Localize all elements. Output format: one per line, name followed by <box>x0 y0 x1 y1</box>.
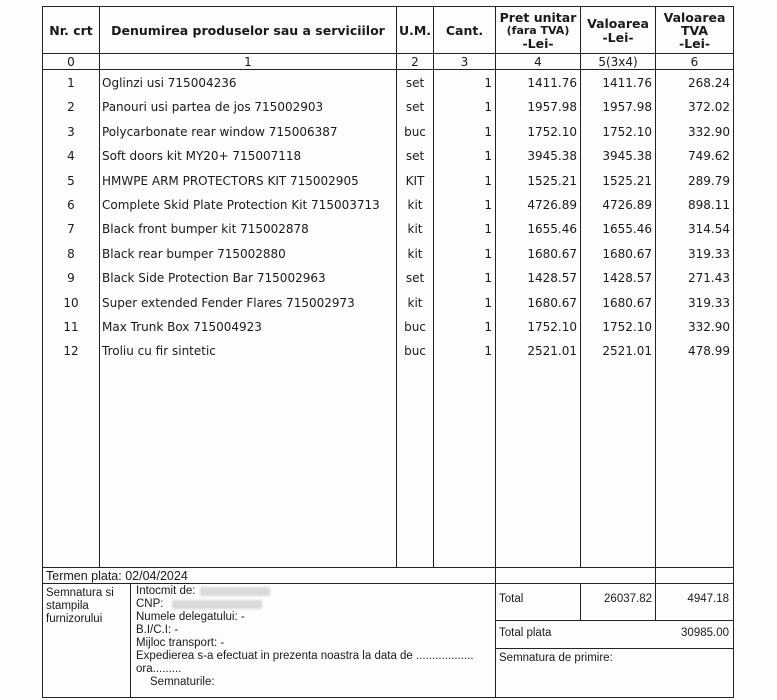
header-pret-line2: (fara TVA) <box>506 24 570 37</box>
header-tva-line2: TVA <box>680 23 709 38</box>
row-price: 2521.01 <box>527 344 577 358</box>
table-body-end <box>42 567 734 568</box>
header-valoare-line2: -Lei- <box>602 30 634 45</box>
row-qty: 1 <box>484 198 492 212</box>
semnatura-furnizor-line2: stampila <box>46 600 89 612</box>
row-um: set <box>405 100 425 114</box>
row-nr: 2 <box>67 100 75 114</box>
col-line-3 <box>433 6 434 568</box>
row-price: 1411.76 <box>527 76 577 90</box>
row-vat: 271.43 <box>688 271 730 285</box>
ora: ora......... <box>136 663 182 675</box>
semnatura-furnizor-line1: Semnatura si <box>46 587 114 599</box>
row-name: Panouri usi partea de jos 715002903 <box>102 100 324 114</box>
redacted-name <box>200 587 270 596</box>
footer-col-line-a <box>130 583 131 698</box>
col-line-6 <box>655 6 656 621</box>
semnatura-furnizor-line3: furnizorului <box>46 613 103 625</box>
row-nr: 5 <box>67 174 75 188</box>
colnum-5: 5(3x4) <box>598 55 638 69</box>
row-name: HMWPE ARM PROTECTORS KIT 715002905 <box>102 174 359 188</box>
row-vat: 289.79 <box>688 174 730 188</box>
row-qty: 1 <box>484 344 492 358</box>
row-price: 3945.38 <box>527 149 577 163</box>
row-value: 1411.76 <box>602 76 652 90</box>
row-qty: 1 <box>484 222 492 236</box>
row-qty: 1 <box>484 320 492 334</box>
numele-delegatului: Numele delegatului: - <box>136 611 245 623</box>
row-price: 1655.46 <box>527 222 577 236</box>
row-qty: 1 <box>484 100 492 114</box>
row-price: 1525.21 <box>527 174 577 188</box>
row-price: 1752.10 <box>527 125 577 139</box>
cnp: CNP: <box>136 598 164 610</box>
footer-row-line-1 <box>495 620 734 621</box>
row-name: Oglinzi usi 715004236 <box>102 76 237 90</box>
row-qty: 1 <box>484 125 492 139</box>
row-qty: 1 <box>484 296 492 310</box>
row-value: 1428.57 <box>602 271 652 285</box>
header-pret-line1: Pret unitar <box>499 10 577 25</box>
row-vat: 478.99 <box>688 344 730 358</box>
row-name: Polycarbonate rear window 715006387 <box>102 125 338 139</box>
total-label: Total <box>499 593 524 605</box>
row-vat: 268.24 <box>688 76 730 90</box>
colnum-0: 0 <box>67 55 75 69</box>
row-um: set <box>405 76 425 90</box>
row-um: kit <box>407 198 423 212</box>
row-name: Complete Skid Plate Protection Kit 715003713 <box>102 198 380 212</box>
row-nr: 7 <box>67 222 75 236</box>
row-name: Black Side Protection Bar 715002963 <box>102 271 326 285</box>
row-name: Soft doors kit MY20+ 715007118 <box>102 149 302 163</box>
col-line-5 <box>580 6 581 568</box>
row-vat: 898.11 <box>688 198 730 212</box>
col-line-1 <box>99 6 100 568</box>
row-price: 4726.89 <box>527 198 577 212</box>
row-nr: 12 <box>63 344 79 358</box>
row-um: kit <box>407 296 423 310</box>
row-um: set <box>405 149 425 163</box>
row-vat: 332.90 <box>688 125 730 139</box>
row-um: kit <box>407 222 423 236</box>
total-value: 26037.82 <box>604 593 652 605</box>
row-price: 1752.10 <box>527 320 577 334</box>
row-value: 1680.67 <box>602 247 652 261</box>
row-price: 1680.67 <box>527 296 577 310</box>
row-um: buc <box>404 320 426 334</box>
header-um: U.M. <box>398 23 432 38</box>
row-nr: 11 <box>63 320 79 334</box>
header-cant: Cant. <box>445 23 484 38</box>
row-value: 1655.46 <box>602 222 652 236</box>
row-vat: 319.33 <box>688 247 730 261</box>
colnum-divider <box>42 69 734 70</box>
row-price: 1957.98 <box>527 100 577 114</box>
row-nr: 10 <box>63 296 79 310</box>
row-name: Black front bumper kit 715002878 <box>102 222 309 236</box>
row-name: Troliu cu fir sintetic <box>102 344 216 358</box>
row-um: buc <box>404 125 426 139</box>
row-value: 3945.38 <box>602 149 652 163</box>
row-value: 1525.21 <box>602 174 652 188</box>
expedierea: Expedierea s-a efectuat in prezenta noastra la data de .................. <box>136 650 474 662</box>
header-divider <box>42 53 734 54</box>
row-value: 1680.67 <box>602 296 652 310</box>
row-nr: 6 <box>67 198 75 212</box>
header-denumire: Denumirea produselor sau a serviciilor <box>111 23 385 38</box>
total-plata-value: 30985.00 <box>681 627 729 639</box>
redacted-cnp <box>172 600 262 609</box>
semnaturile: Semnaturile: <box>150 676 215 688</box>
colnum-1: 1 <box>244 55 252 69</box>
row-um: buc <box>404 344 426 358</box>
footer-divider <box>42 583 734 584</box>
colnum-3: 3 <box>460 55 469 69</box>
header-tva-line1: Valoarea <box>663 10 726 25</box>
row-vat: 314.54 <box>688 222 730 236</box>
row-um: set <box>405 271 425 285</box>
row-nr: 4 <box>67 149 75 163</box>
semnatura-primire: Semnatura de primire: <box>499 652 613 664</box>
colnum-4: 4 <box>534 55 542 69</box>
header-nr-crt: Nr. crt <box>49 23 93 38</box>
row-price: 1428.57 <box>527 271 577 285</box>
row-value: 1752.10 <box>602 320 652 334</box>
row-name: Super extended Fender Flares 715002973 <box>102 296 355 310</box>
row-qty: 1 <box>484 247 492 261</box>
col-line-2 <box>396 6 397 568</box>
row-vat: 372.02 <box>688 100 730 114</box>
row-qty: 1 <box>484 149 492 163</box>
intocmit-de: Intocmit de: <box>136 585 196 597</box>
row-vat: 749.62 <box>688 149 730 163</box>
row-um: kit <box>407 247 423 261</box>
header-tva-line3: -Lei- <box>678 36 711 51</box>
table-border-bottom <box>42 697 734 698</box>
bi-ci: B.I/C.I: - <box>136 624 179 636</box>
row-value: 1957.98 <box>602 100 652 114</box>
row-nr: 8 <box>67 247 75 261</box>
row-qty: 1 <box>484 174 492 188</box>
row-um: KIT <box>405 174 425 188</box>
row-qty: 1 <box>484 76 492 90</box>
row-value: 2521.01 <box>602 344 652 358</box>
row-name: Max Trunk Box 715004923 <box>102 320 262 334</box>
header-valoare-line1: Valoarea <box>587 16 649 31</box>
header-pret-line3: -Lei- <box>522 36 554 51</box>
row-name: Black rear bumper 715002880 <box>102 247 286 261</box>
row-nr: 3 <box>67 125 75 139</box>
total-plata-label: Total plata <box>499 627 552 639</box>
table-border-top <box>42 6 734 7</box>
row-vat: 319.33 <box>688 296 730 310</box>
row-nr: 1 <box>67 76 75 90</box>
row-value: 4726.89 <box>602 198 652 212</box>
footer-row-line-2 <box>495 648 734 649</box>
row-nr: 9 <box>67 271 75 285</box>
total-vat: 4947.18 <box>687 593 729 605</box>
row-vat: 332.90 <box>688 320 730 334</box>
termen-plata: Termen plata: 02/04/2024 <box>46 569 188 583</box>
row-value: 1752.10 <box>602 125 652 139</box>
colnum-2: 2 <box>411 55 419 69</box>
table-border-right <box>733 6 734 698</box>
colnum-6: 6 <box>690 55 699 69</box>
mijloc-transport: Mijloc transport: - <box>136 637 225 649</box>
row-price: 1680.67 <box>527 247 577 261</box>
row-qty: 1 <box>484 271 492 285</box>
